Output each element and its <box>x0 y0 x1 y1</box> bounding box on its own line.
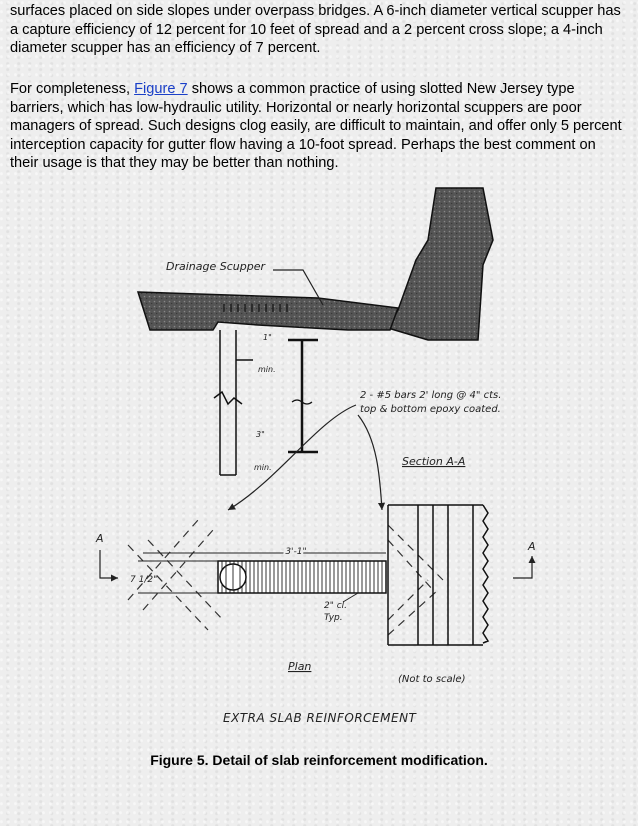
section-marker-right: A <box>528 540 536 553</box>
deck-slab <box>138 292 398 330</box>
barrier-shape <box>388 188 493 340</box>
not-to-scale-label: (Not to scale) <box>398 674 466 685</box>
three-inch-label: 3" <box>256 430 265 439</box>
plan-label: Plan <box>288 660 312 673</box>
paragraph-text-rest: shows a common practice of using slotted New Jersey type barriers, which has low-hydraulic utility. Horizontal or nearly horizontal scuppers are poor managers of spread. Such designs clog easily, are difficult to maintain, and offer only 5 percent interception capacity for gutter flow having a 10-foot spread. Perhaps the best comment on their usage is that they may be better than nothing. <box>10 81 622 171</box>
figure-caption: Figure 5. Detail of slab reinforcement modification. <box>150 752 488 768</box>
one-inch-label: 1" <box>263 333 272 342</box>
bars-note-line2: top & bottom epoxy coated. <box>360 404 501 415</box>
section-view <box>138 188 493 475</box>
typical-label: Typ. <box>324 613 343 623</box>
paragraph-text-start: For completeness, <box>10 81 135 97</box>
bars-note-line1: 2 - #5 bars 2' long @ 4" cts. <box>360 390 502 401</box>
bars-leader-arrow-right <box>358 415 382 510</box>
section-cut-right <box>513 556 532 578</box>
bars-leader-arrow-left <box>228 405 356 510</box>
plan-view <box>95 505 536 685</box>
drawing-title: EXTRA SLAB REINFORCEMENT <box>223 711 417 725</box>
min-label-bottom: min. <box>254 463 272 472</box>
paragraph-new-jersey-barriers <box>10 80 628 173</box>
figure-7-link[interactable]: Figure 7 <box>134 81 188 97</box>
section-a-a-label: Section A-A <box>402 455 466 468</box>
paragraph-scupper-efficiency: surfaces placed on side slopes under overpass bridges. A 6-inch diameter vertical scupper has a capture efficiency of 12 percent for 10 feet of spread and a 2 percent cross slope; a 4-inch diameter scupper has an efficiency of 7 percent. <box>10 3 621 56</box>
depth-dimension-label: 7 1/2" <box>130 575 158 585</box>
section-marker-left: A <box>96 532 104 545</box>
pier-wall <box>214 330 253 475</box>
drainage-scupper-label: Drainage Scupper <box>166 260 266 273</box>
min-label-top: min. <box>258 365 276 374</box>
clear-cover-label: 2" cl. <box>324 601 348 611</box>
slab-reinforcement-drawing <box>88 180 558 735</box>
span-dimension-label: 3'-1" <box>285 547 307 557</box>
section-cut-left <box>100 550 118 578</box>
